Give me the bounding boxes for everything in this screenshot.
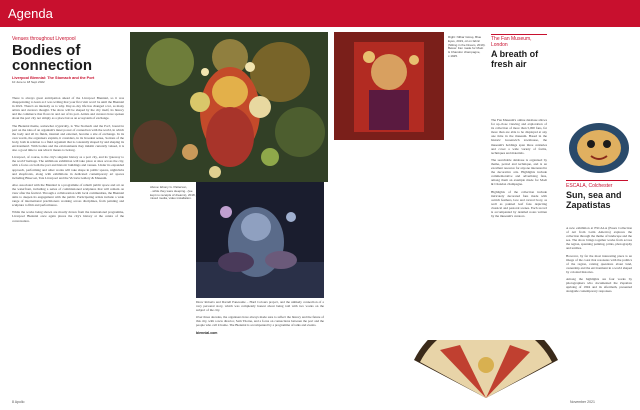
article-2-para-1: The Fan Museum's online database allows for up-close viewing and exploration of its collection of more than 5,000 fans, far more than are able to be displayed at any one time in the museum. Based in the historic Greenwich townhouse, the museum's holdings span three centuries and cover a wide variety of forms, techniques and materials. <box>491 118 547 155</box>
article-2-rule <box>491 34 547 35</box>
installation-image <box>130 32 328 182</box>
article-1-subdate: 10 June to 18 Sept 2022 <box>12 79 45 84</box>
figure-caption: Right: Nilbar Güreş, Blue Eyes, 2019, oil on fabric (Sitting in the Dream, 2019). Below: Fan made for Moët & Chandon champagne, c.1925. <box>448 36 486 58</box>
article-3-para-2: Over three decades, the organisers have always made sure to reflect the history and the future of this city, with a new director, Sam Thorne, and a focus on connections between the port and the people who call it home. The Biennial is accompanied by a programme of talks and events. <box>196 315 324 328</box>
article-4-headline-line-1: Sun, sea and <box>566 190 622 200</box>
article-1-para-1: There is always great anticipation ahead of the Liverpool Biennial, so it was disappointing to learn as I was writing that your first visit won't be until the Biennial in 2022. There's an intensity as to why. Day-to-day life has changed a lot, as many artists and curators thought. The show will be shaped by the city itself, its history and the commerce that flows in and out of its port. Artists and curators have spoken about the port city not simply as a place but as an ecosystem of exchange. <box>12 96 124 121</box>
article-2-kicker-line-2: London <box>491 42 508 48</box>
fan-image <box>410 340 562 400</box>
article-4-heading <box>566 183 632 223</box>
article-1-para-4: Also associated with the Biennial is a programme of rebuilt public space and art on the waterfront, including a series of commissioned sculptures that will remain on view after the festival. Through a collaboration with local communities, the Biennial aims to deepen its engagement with the public. Participating artists include a wide range of international practitioners working across disciplines, from painting and sculpture to film and performance. <box>12 182 124 208</box>
article-4-para-2: However, by far the most interesting piece is an image of the coast that resonates with the politics of the region, raising questions about land, ownership and the environment in a world shaped by colonial histories. <box>566 253 632 274</box>
mask-image <box>564 120 634 176</box>
article-2-body <box>491 118 547 352</box>
article-4-para-3: Among the highlights are four works by photographers who documented the Zapatista uprising of 1994 and its aftermath, presented alongside contemporary responses. <box>566 277 632 294</box>
article-1-heading <box>12 36 132 96</box>
article-1-para-2: The Biennial theme, somewhat cryptically, is 'The Stomach and the Port', bound in part on the idea of an organism's inner power of connection with the world, in which the body and all its fluids, internal and external, become a site of exchange. In its own words, the organisers explain, it considers, in its broadest sense, 'notions of the body, both in relation to a fluid organism that is constantly shaped by and shaping its environment'. With bodies and the environments they inhabit currently valued, it is also a good time to ask what it means to belong. <box>12 123 124 153</box>
article-1-body <box>12 96 124 394</box>
article-4-para-1: A new exhibition at ESCALA (Essex Collection of Art from Latin America) explores the collection through the theme of landscape and the sea. The show brings together works from across the region, spanning painting, prints, photography and textiles. <box>566 226 632 251</box>
article-2-para-3: Highlights of the collection include intricately decorated fans made with ostrich feathers, lace and carved ivory, as well as painted leaf fans depicting classical and pastoral scenes. Each record is accompanied by detailed notes written by the museum's curators. <box>491 189 547 219</box>
section-title: Agenda <box>8 6 53 21</box>
article-3-website: biennial.com <box>196 330 218 335</box>
sculpture-image <box>196 182 324 298</box>
article-3-para-1: Drew Roberts and Darrell Panesome – Hard Colours project, and the unlikely connection of a very personal story, which was completely honest about being told with two works on the subject of the city. <box>196 300 324 313</box>
article-2-kicker-line-1: The Fan Museum, <box>491 36 532 42</box>
article-1-headline-line-2: connection <box>12 57 93 74</box>
article-4-headline-line-2: Zapatistas <box>566 199 611 210</box>
article-1-subhead: Liverpool Biennial: The Stomach and the Port <box>12 76 95 80</box>
footer-right: November 2021 <box>570 400 595 404</box>
fan-figure-image <box>334 32 444 140</box>
article-2-heading <box>491 36 551 76</box>
article-1-para-3: Liverpool, of course, is the city's singular history as a port city, and its 'gateway to the world' heritage. The ambitious exhibition will take place at sites across the city, with a focus on both the port and historic buildings and venues. Under its expanded approach, performing and other works will take shape in public spaces, nightclubs and shopfronts, along with exhibitions in dedicated contemporary art spaces including Bluecoat, Tate Liverpool and the Victoria Gallery & Museum. <box>12 155 124 180</box>
section-header-bar <box>0 0 640 27</box>
article-4-rule <box>566 180 628 181</box>
article-1-kicker: Venues throughout Liverpool <box>12 36 76 42</box>
article-4-body <box>566 226 632 398</box>
article-1-headline-line-1: Bodies of <box>12 42 81 59</box>
footer-left: 8 Apollo <box>12 400 25 404</box>
article-4-kicker: ESCALA, Colchester <box>566 183 613 189</box>
article-2-headline-line-1: A breath of <box>491 49 539 59</box>
article-3-body <box>196 300 324 396</box>
article-2-headline-line-2: fresh air <box>491 58 527 69</box>
article-1-para-5: While the works being shown are mostly drawn from the international programme, Liverpool Biennial once again places the city's history at the centre of the conversation. <box>12 210 124 223</box>
article-2-para-2: The searchable database is organised by theme, period and technique, and is an excellent resource for anyone interested in the decorative arts. Highlights include commemorative and advertising fans, among them an example made for Moët & Chandon champagne. <box>491 157 547 187</box>
installation-image-caption: Above: Ebony G. Patterson, ...while they were sleeping...(we kept no receipts of dreams), 2018, mixed media, video installation. <box>150 186 196 201</box>
